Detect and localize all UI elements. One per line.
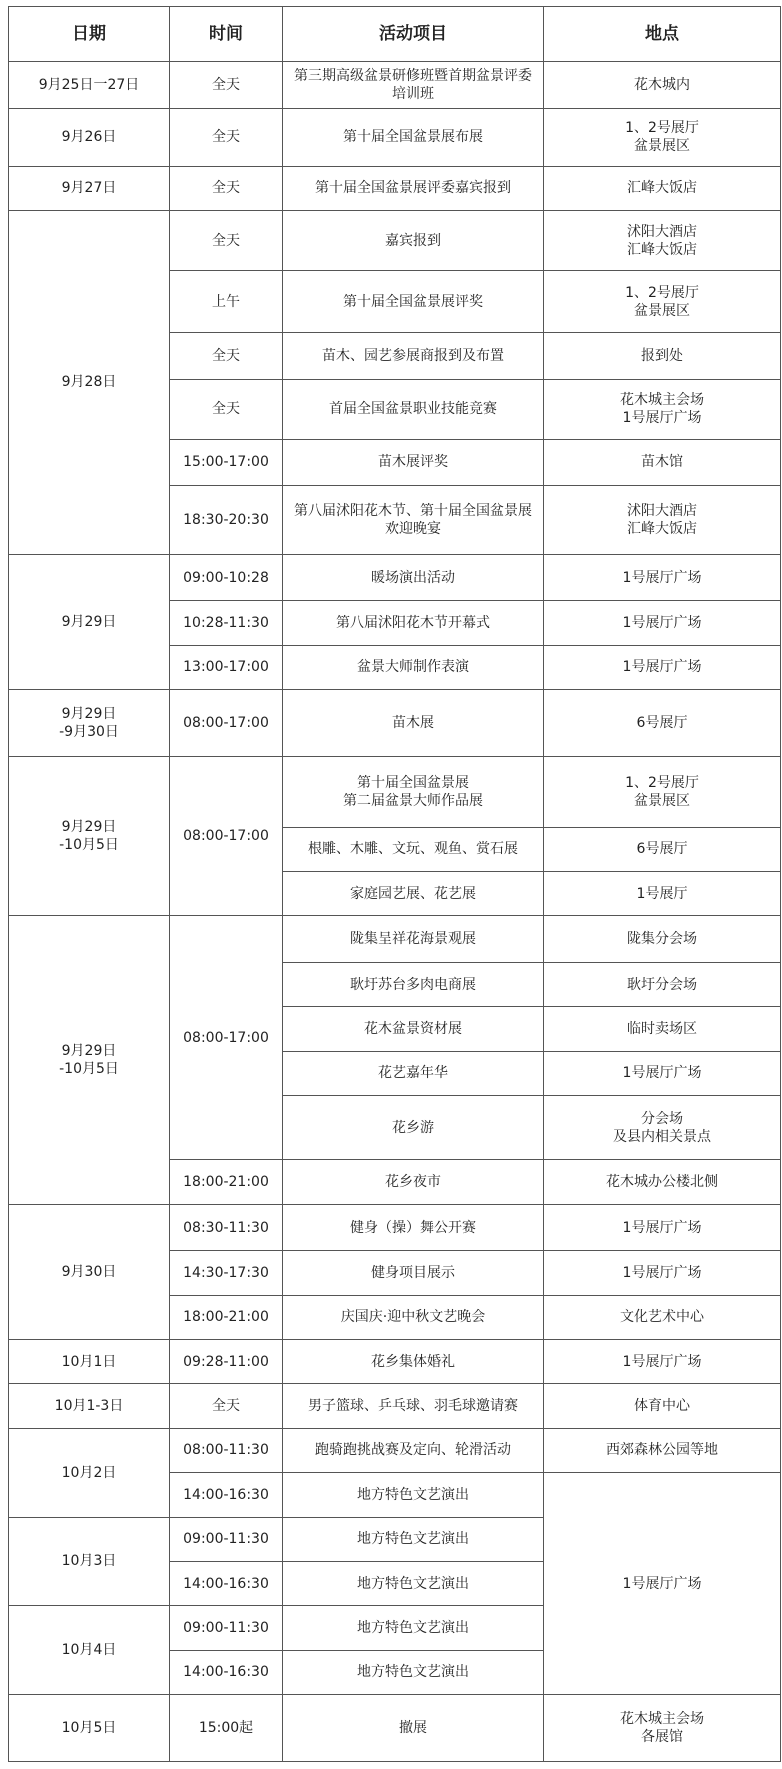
location-cell: 1号展厅广场 (544, 1051, 781, 1095)
header-location: 地点 (544, 7, 781, 62)
activity-cell: 撤展 (283, 1694, 544, 1761)
activity-cell: 花乡夜市 (283, 1160, 544, 1204)
date-cell: 10月3日 (9, 1517, 170, 1606)
location-cell: 体育中心 (544, 1384, 781, 1428)
activity-cell: 地方特色文艺演出 (283, 1473, 544, 1517)
activity-cell: 庆国庆·迎中秋文艺晚会 (283, 1295, 544, 1339)
time-cell: 08:00-17:00 (170, 756, 283, 916)
location-cell: 1号展厅广场 (544, 1204, 781, 1251)
location-cell: 报到处 (544, 333, 781, 380)
location-cell: 耿圩分会场 (544, 963, 781, 1007)
time-cell: 09:00-11:30 (170, 1517, 283, 1561)
date-cell: 10月4日 (9, 1606, 170, 1695)
date-cell: 9月30日 (9, 1204, 170, 1339)
activity-cell: 陇集呈祥花海景观展 (283, 916, 544, 963)
location-cell: 西郊森林公园等地 (544, 1428, 781, 1472)
activity-cell: 花乡集体婚礼 (283, 1340, 544, 1384)
activity-cell: 苗木展评奖 (283, 439, 544, 486)
time-cell: 18:00-21:00 (170, 1295, 283, 1339)
time-cell: 10:28-11:30 (170, 601, 283, 645)
date-cell: 9月27日 (9, 166, 170, 210)
location-cell: 陇集分会场 (544, 916, 781, 963)
date-cell: 10月2日 (9, 1428, 170, 1517)
table-row (9, 554, 781, 601)
time-cell: 全天 (170, 211, 283, 271)
location-cell: 1号展厅广场 (544, 601, 781, 645)
location-cell: 6号展厅 (544, 827, 781, 871)
time-cell: 全天 (170, 1384, 283, 1428)
location-cell: 1号展厅广场 (544, 1251, 781, 1295)
activity-cell: 第十届全国盆景展评委嘉宾报到 (283, 166, 544, 210)
location-cell: 1、2号展厅 盆景展区 (544, 109, 781, 167)
date-cell: 9月29日 -9月30日 (9, 690, 170, 757)
location-cell: 1号展厅 (544, 872, 781, 916)
time-cell: 18:00-21:00 (170, 1160, 283, 1204)
time-cell: 09:00-10:28 (170, 554, 283, 601)
activity-cell: 健身项目展示 (283, 1251, 544, 1295)
time-cell: 08:00-17:00 (170, 916, 283, 1160)
location-cell: 1号展厅广场 (544, 645, 781, 689)
location-cell: 花木城内 (544, 62, 781, 109)
activity-cell: 第十届全国盆景展布展 (283, 109, 544, 167)
activity-cell: 第十届全国盆景展评奖 (283, 270, 544, 332)
activity-cell: 花艺嘉年华 (283, 1051, 544, 1095)
time-cell: 全天 (170, 333, 283, 380)
activity-cell: 第八届沭阳花木节、第十届全国盆景展 欢迎晚宴 (283, 486, 544, 555)
header-date: 日期 (9, 7, 170, 62)
activity-cell: 第八届沭阳花木节开幕式 (283, 601, 544, 645)
location-cell: 花木城办公楼北侧 (544, 1160, 781, 1204)
location-cell: 1号展厅广场 (544, 1340, 781, 1384)
activity-cell: 家庭园艺展、花艺展 (283, 872, 544, 916)
table-row (9, 211, 781, 271)
table-row (9, 1340, 781, 1384)
activity-cell: 盆景大师制作表演 (283, 645, 544, 689)
header-row (9, 7, 781, 62)
date-cell: 10月1日 (9, 1340, 170, 1384)
table-row (9, 1428, 781, 1472)
time-cell: 全天 (170, 166, 283, 210)
location-cell: 1、2号展厅 盆景展区 (544, 756, 781, 827)
location-cell: 花木城主会场 各展馆 (544, 1694, 781, 1761)
time-cell: 14:00-16:30 (170, 1473, 283, 1517)
location-cell: 苗木馆 (544, 439, 781, 486)
time-cell: 18:30-20:30 (170, 486, 283, 555)
location-cell: 临时卖场区 (544, 1007, 781, 1051)
table-row (9, 166, 781, 210)
time-cell: 14:00-16:30 (170, 1650, 283, 1694)
date-cell: 9月26日 (9, 109, 170, 167)
date-cell: 9月28日 (9, 211, 170, 555)
activity-cell: 地方特色文艺演出 (283, 1517, 544, 1561)
location-cell: 1号展厅广场 (544, 1473, 781, 1695)
table-row (9, 916, 781, 963)
location-cell: 沭阳大酒店 汇峰大饭店 (544, 486, 781, 555)
activity-cell: 跑骑跑挑战赛及定向、轮滑活动 (283, 1428, 544, 1472)
time-cell: 15:00起 (170, 1694, 283, 1761)
time-cell: 08:30-11:30 (170, 1204, 283, 1251)
date-cell: 9月29日 (9, 554, 170, 689)
location-cell: 6号展厅 (544, 690, 781, 757)
date-cell: 9月29日 -10月5日 (9, 916, 170, 1204)
activity-cell: 根雕、木雕、文玩、观鱼、赏石展 (283, 827, 544, 871)
date-cell: 9月25日一27日 (9, 62, 170, 109)
activity-cell: 苗木展 (283, 690, 544, 757)
time-cell: 13:00-17:00 (170, 645, 283, 689)
location-cell: 1、2号展厅 盆景展区 (544, 270, 781, 332)
activity-cell: 耿圩苏台多肉电商展 (283, 963, 544, 1007)
time-cell: 09:00-11:30 (170, 1606, 283, 1650)
schedule-table (8, 6, 781, 1762)
time-cell: 上午 (170, 270, 283, 332)
time-cell: 08:00-11:30 (170, 1428, 283, 1472)
time-cell: 14:00-16:30 (170, 1561, 283, 1605)
location-cell: 沭阳大酒店 汇峰大饭店 (544, 211, 781, 271)
time-cell: 全天 (170, 379, 283, 439)
activity-cell: 嘉宾报到 (283, 211, 544, 271)
time-cell: 09:28-11:00 (170, 1340, 283, 1384)
table-row (9, 1384, 781, 1428)
header-time: 时间 (170, 7, 283, 62)
date-cell: 10月1-3日 (9, 1384, 170, 1428)
activity-cell: 花木盆景资材展 (283, 1007, 544, 1051)
date-cell: 9月29日 -10月5日 (9, 756, 170, 916)
table-row (9, 756, 781, 827)
location-cell: 分会场 及县内相关景点 (544, 1096, 781, 1160)
activity-cell: 首届全国盆景职业技能竞赛 (283, 379, 544, 439)
activity-cell: 暖场演出活动 (283, 554, 544, 601)
table-row (9, 1204, 781, 1251)
table-row (9, 62, 781, 109)
activity-cell: 男子篮球、乒乓球、羽毛球邀请赛 (283, 1384, 544, 1428)
activity-cell: 第十届全国盆景展 第二届盆景大师作品展 (283, 756, 544, 827)
location-cell: 1号展厅广场 (544, 554, 781, 601)
location-cell: 文化艺术中心 (544, 1295, 781, 1339)
table-row (9, 109, 781, 167)
activity-cell: 花乡游 (283, 1096, 544, 1160)
activity-cell: 地方特色文艺演出 (283, 1650, 544, 1694)
header-activity: 活动项目 (283, 7, 544, 62)
activity-cell: 第三期高级盆景研修班暨首期盆景评委 培训班 (283, 62, 544, 109)
time-cell: 15:00-17:00 (170, 439, 283, 486)
activity-cell: 苗木、园艺参展商报到及布置 (283, 333, 544, 380)
time-cell: 全天 (170, 109, 283, 167)
time-cell: 全天 (170, 62, 283, 109)
activity-cell: 健身（操）舞公开赛 (283, 1204, 544, 1251)
table-row (9, 690, 781, 757)
location-cell: 汇峰大饭店 (544, 166, 781, 210)
activity-cell: 地方特色文艺演出 (283, 1561, 544, 1605)
activity-cell: 地方特色文艺演出 (283, 1606, 544, 1650)
location-cell: 花木城主会场 1号展厅广场 (544, 379, 781, 439)
time-cell: 14:30-17:30 (170, 1251, 283, 1295)
date-cell: 10月5日 (9, 1694, 170, 1761)
time-cell: 08:00-17:00 (170, 690, 283, 757)
table-row (9, 1694, 781, 1761)
